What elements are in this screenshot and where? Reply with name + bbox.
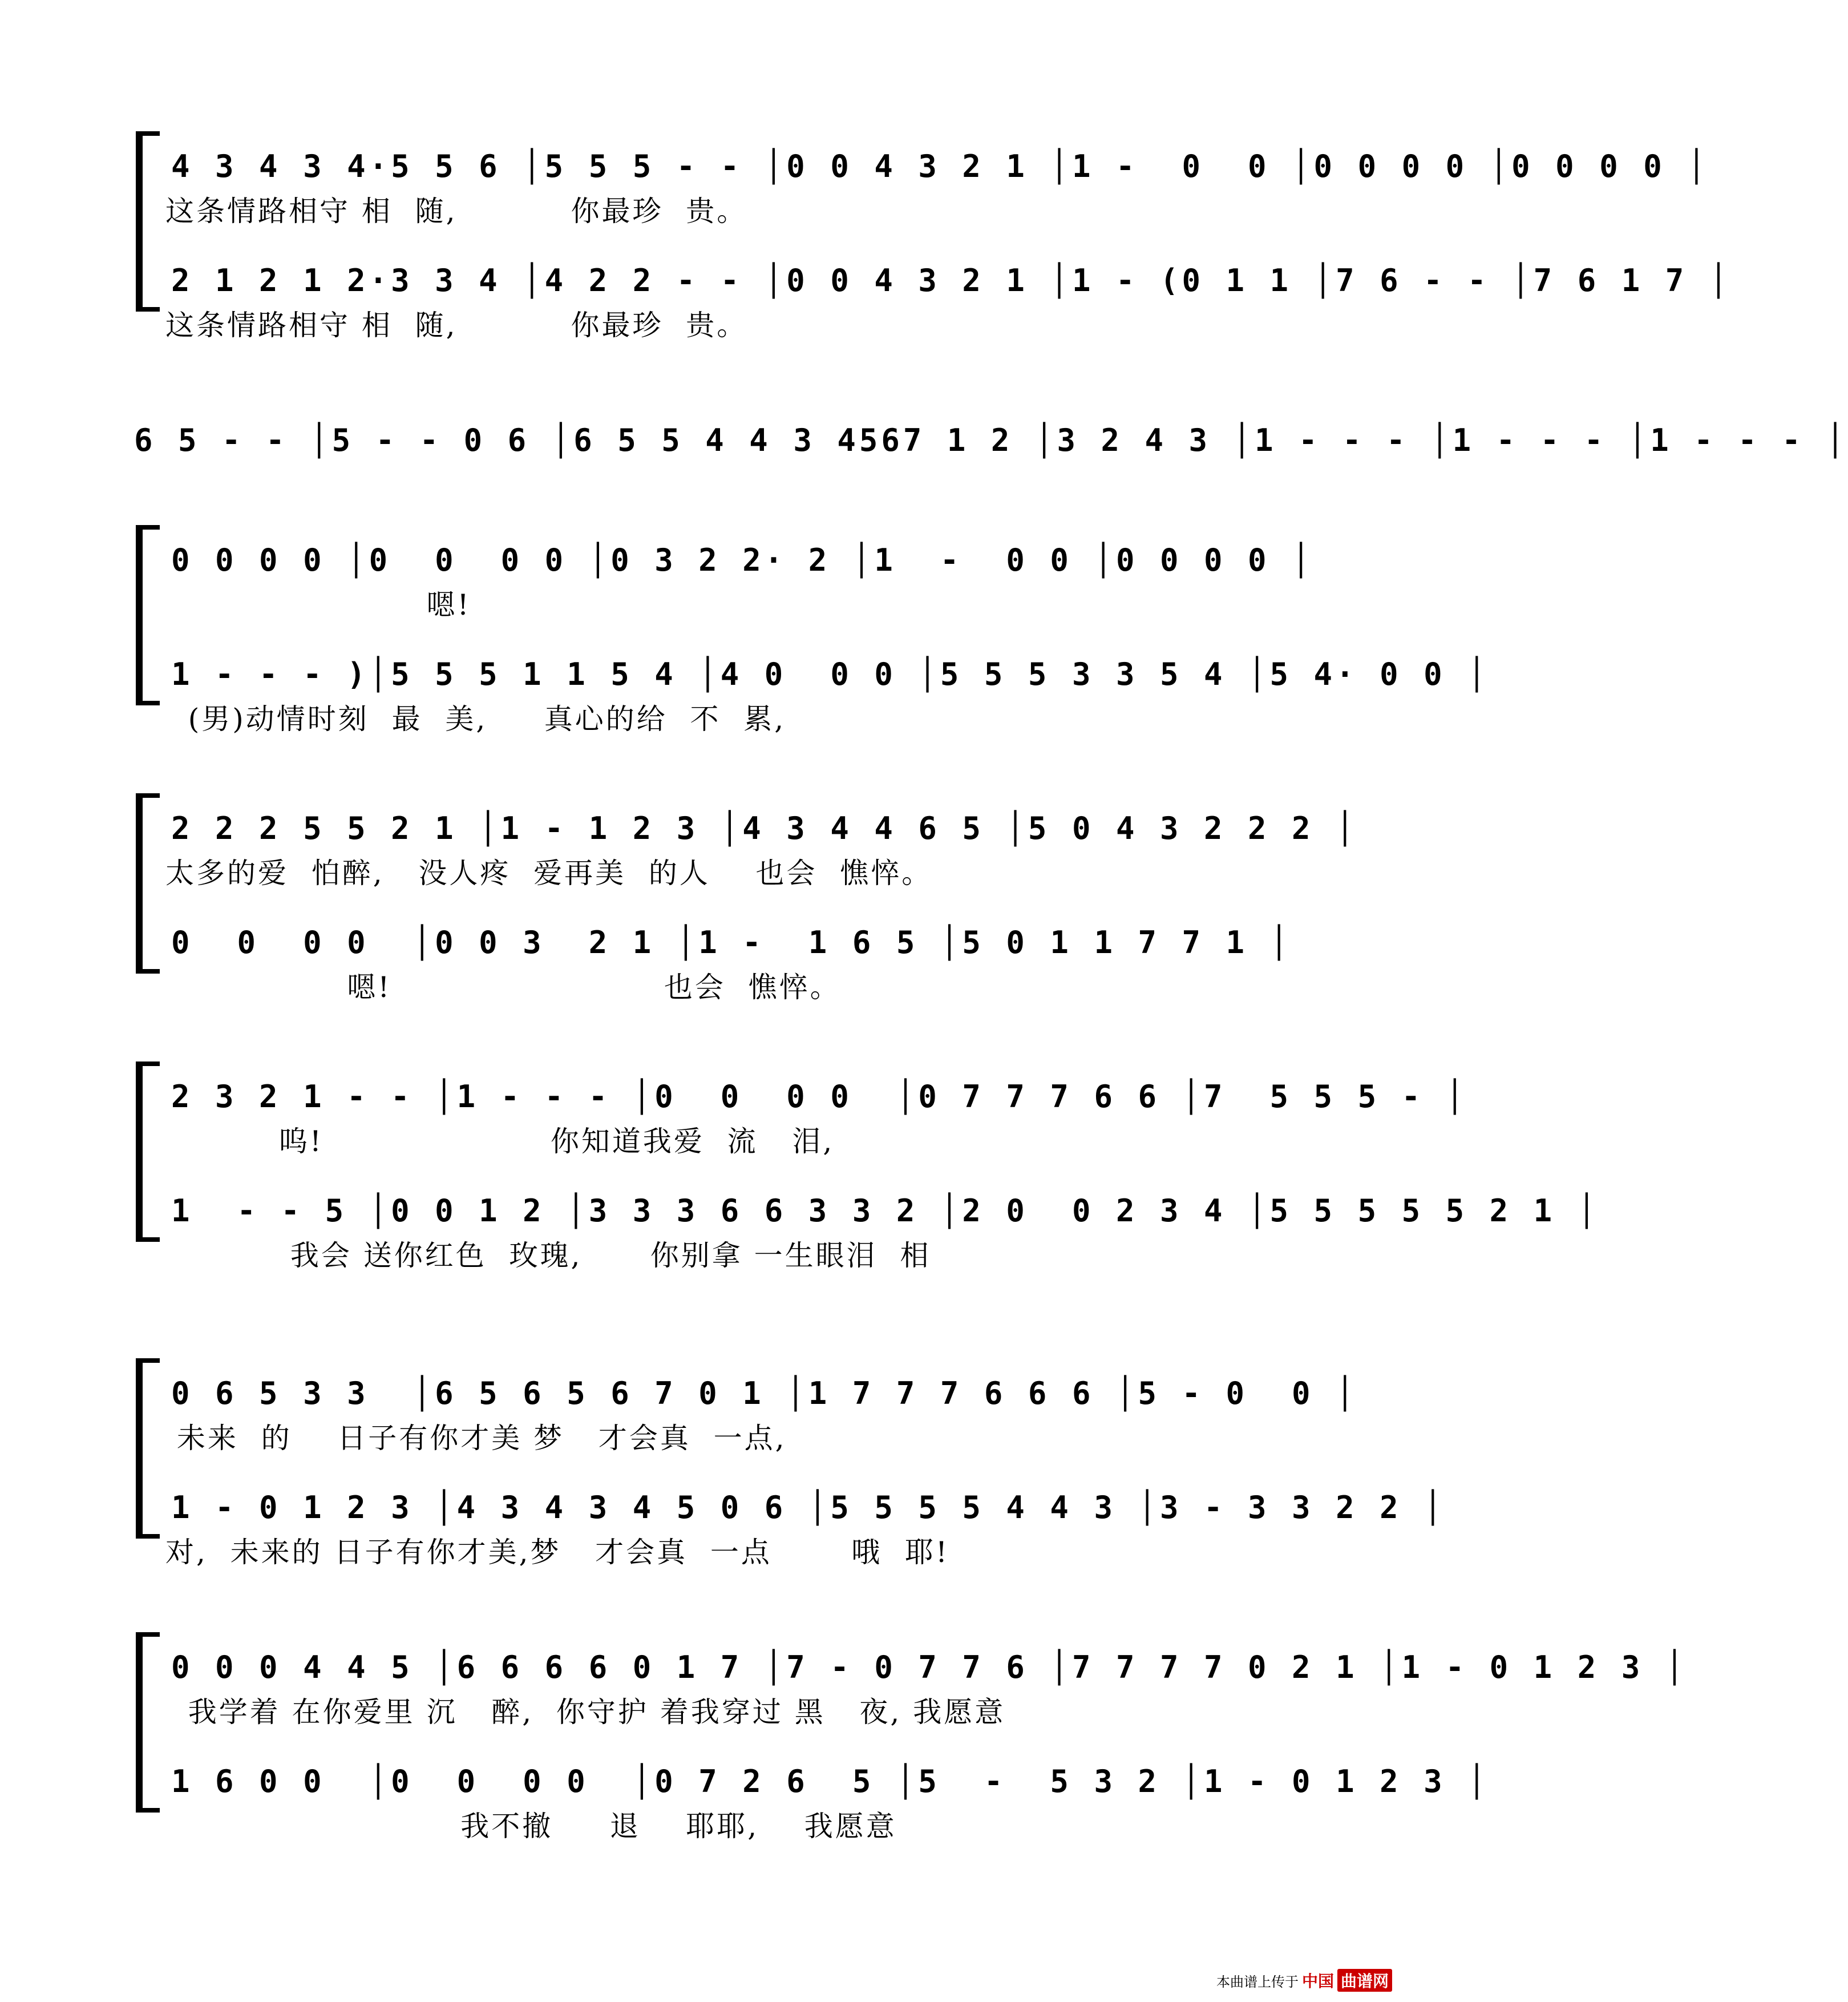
lyrics-line: 我学着 在你爱里 沉 醉, 你守护 着我穿过 黑 夜, 我愿意 bbox=[165, 1696, 1006, 1729]
lyrics-line: 呜! 你知道我爱 流 泪, bbox=[165, 1125, 835, 1158]
notation-line: 0 0 0 4 4 5 │6 6 6 6 0 1 7 │7 - 0 7 7 6 │7 7 7 7 0 2 1 │1 - 0 1 2 3 │ bbox=[171, 1649, 1688, 1685]
lyrics-line: 我不撤 退 耶耶, 我愿意 bbox=[165, 1810, 897, 1843]
system-bracket bbox=[136, 1061, 160, 1242]
lyrics-line: 太多的爱 怕醉, 没人疼 爱再美 的人 也会 憔悴。 bbox=[165, 857, 933, 890]
notation-line: 6 5 - - │5 - - 0 6 │6 5 5 4 4 3 4567 1 2 │3 2 4 3 │1 - - - │1 - - - │1 - - - │ bbox=[134, 422, 1848, 458]
notation-line: 2 2 2 5 5 2 1 │1 - 1 2 3 │4 3 4 4 6 5 │5 0 4 3 2 2 2 │ bbox=[171, 810, 1358, 846]
notation-line: 1 6 0 0 │0 0 0 0 │0 7 2 6 5 │5 - 5 3 2 │1 - 0 1 2 3 │ bbox=[171, 1763, 1490, 1799]
lyrics-line: 这条情路相守 相 随, 你最珍 贵。 bbox=[165, 195, 748, 228]
system-bracket bbox=[136, 131, 160, 312]
lyrics-line: (男)动情时刻 最 美, 真心的给 不 累, bbox=[165, 703, 786, 736]
footer bbox=[1216, 1969, 1392, 1992]
notation-line: 2 3 2 1 - - │1 - - - │0 0 0 0 │0 7 7 7 6 6 │7 5 5 5 - │ bbox=[171, 1079, 1468, 1115]
system-bracket bbox=[136, 793, 160, 974]
notation-line: 1 - 0 1 2 3 │4 3 4 3 4 5 0 6 │5 5 5 5 4 4 3 │3 - 3 3 2 2 │ bbox=[171, 1490, 1446, 1525]
site-logo-text[interactable]: 中国 bbox=[1301, 1972, 1334, 1991]
site-logo-badge[interactable]: 曲谱网 bbox=[1337, 1969, 1392, 1992]
system-bracket bbox=[136, 525, 160, 705]
notation-line: 0 6 5 3 3 │6 5 6 5 6 7 0 1 │1 7 7 7 6 6 6 │5 - 0 0 │ bbox=[171, 1375, 1358, 1411]
lyrics-line: 我会 送你红色 玫瑰, 你别拿 一生眼泪 相 bbox=[165, 1239, 931, 1272]
notation-line: 0 0 0 0 │0 0 3 2 1 │1 - 1 6 5 │5 0 1 1 7 7 1 │ bbox=[171, 925, 1292, 960]
system-bracket bbox=[136, 1632, 160, 1813]
lyrics-line: 这条情路相守 相 随, 你最珍 贵。 bbox=[165, 309, 748, 342]
lyrics-line: 嗯! bbox=[165, 588, 471, 621]
notation-line: 1 - - - )│5 5 5 1 1 5 4 │4 0 0 0 │5 5 5 3 3 5 4 │5 4· 0 0 │ bbox=[171, 656, 1490, 692]
notation-line: 4 3 4 3 4·5 5 6 │5 5 5 - - │0 0 4 3 2 1 │1 - 0 0 │0 0 0 0 │0 0 0 0 │ bbox=[171, 148, 1709, 184]
system-bracket bbox=[136, 1358, 160, 1539]
lyrics-line: 对, 未来的 日子有你才美,梦 才会真 一点 哦 耶! bbox=[165, 1536, 950, 1569]
notation-line: 2 1 2 1 2·3 3 4 │4 2 2 - - │0 0 4 3 2 1 │1 - (0 1 1 │7 6 - - │7 6 1 7 │ bbox=[171, 263, 1732, 298]
notation-line: 0 0 0 0 │0 0 0 0 │0 3 2 2· 2 │1 - 0 0 │0 0 0 0 │ bbox=[171, 542, 1314, 578]
lyrics-line: 嗯! 也会 憔悴。 bbox=[165, 971, 841, 1004]
notation-line: 1 - - 5 │0 0 1 2 │3 3 3 6 6 3 3 2 │2 0 0 2 3 4 │5 5 5 5 5 2 1 │ bbox=[171, 1193, 1600, 1229]
upload-note: 本曲谱上传于 bbox=[1216, 1973, 1299, 1990]
lyrics-line: 未来 的 日子有你才美 梦 才会真 一点, bbox=[165, 1422, 787, 1455]
